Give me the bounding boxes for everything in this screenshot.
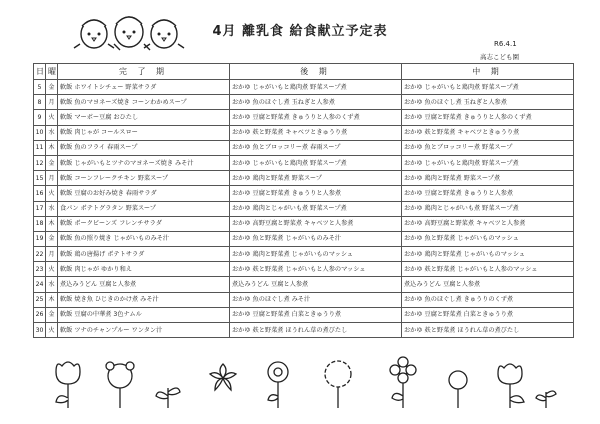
kanryo-menu-cell: 軟飯 肉じゃが ゆかり和え xyxy=(58,262,230,277)
table-row xyxy=(34,140,574,155)
day-cell: 18 xyxy=(34,216,46,231)
kanryo-menu-cell: 軟飯 コーンフレークチキン 野菜スープ xyxy=(58,171,230,186)
table-row xyxy=(34,95,574,110)
table-row xyxy=(34,247,574,262)
koki-menu-cell: おかゆ 鶏肉と野菜煮 野菜スープ xyxy=(230,171,402,186)
koki-menu-cell: おかゆ 魚と野菜煮 じゃがいものみそ汁 xyxy=(230,231,402,246)
table-row xyxy=(34,80,574,95)
table-row xyxy=(34,201,574,216)
kanryo-menu-cell: 軟飯 豆腐の中華煮 3色ナムル xyxy=(58,307,230,322)
menu-table-body xyxy=(34,80,574,338)
table-row xyxy=(34,277,574,292)
header-chuki: 中 期 xyxy=(402,64,574,80)
issue-date: R6.4.1 xyxy=(494,40,517,48)
table-row xyxy=(34,307,574,322)
kanryo-menu-cell: 軟飯 マーボー豆腐 おひたし xyxy=(58,110,230,125)
koki-menu-cell: おかゆ 魚のほぐし煮 玉ねぎと人参煮 xyxy=(230,95,402,110)
day-cell: 26 xyxy=(34,307,46,322)
chuki-menu-cell: おかゆ 鶏肉と野菜煮 じゃがいものマッシュ xyxy=(402,247,574,262)
chuki-menu-cell: おかゆ 高野豆腐と野菜煮 キャベツと人参煮 xyxy=(402,216,574,231)
weekday-cell: 火 xyxy=(46,186,58,201)
kanryo-menu-cell: 軟飯 鶏の唐揚げ ポテトサラダ xyxy=(58,247,230,262)
koki-menu-cell: おかゆ じゃがいもと鶏肉煮 野菜スープ煮 xyxy=(230,155,402,170)
chuki-menu-cell: 煮込みうどん 豆腐と人参煮 xyxy=(402,277,574,292)
kanryo-menu-cell: 軟飯 魚のフライ 春雨スープ xyxy=(58,140,230,155)
page-title: 4月 離乳食 給食献立予定表 xyxy=(212,24,388,39)
weekday-cell: 金 xyxy=(46,307,58,322)
table-row xyxy=(34,292,574,307)
koki-menu-cell: 煮込みうどん 豆腐と人参煮 xyxy=(230,277,402,292)
koki-menu-cell: おかゆ 鶏肉と野菜煮 じゃがいものマッシュ xyxy=(230,247,402,262)
day-cell: 9 xyxy=(34,110,46,125)
day-cell: 25 xyxy=(34,292,46,307)
header-weekday: 曜 xyxy=(46,64,58,80)
weekday-cell: 金 xyxy=(46,155,58,170)
weekday-cell: 木 xyxy=(46,140,58,155)
koki-menu-cell: おかゆ じゃがいもと鶏肉煮 野菜スープ煮 xyxy=(230,80,402,95)
kanryo-menu-cell: 軟飯 ポークビーンズ フレンチサラダ xyxy=(58,216,230,231)
header-kanryo: 完 了 期 xyxy=(58,64,230,80)
day-cell: 22 xyxy=(34,247,46,262)
kanryo-menu-cell: 煮込みうどん 豆腐と人参煮 xyxy=(58,277,230,292)
table-header-row xyxy=(34,64,574,80)
header-koki: 後 期 xyxy=(230,64,402,80)
weekday-cell: 月 xyxy=(46,95,58,110)
table-row xyxy=(34,262,574,277)
table-row xyxy=(34,216,574,231)
header-day: 日 xyxy=(34,64,46,80)
day-cell: 5 xyxy=(34,80,46,95)
school-name: 高志こども園 xyxy=(480,53,519,61)
koki-menu-cell: おかゆ 魚のほぐし煮 みそ汁 xyxy=(230,292,402,307)
chuki-menu-cell: おかゆ 魚のほぐし煮 玉ねぎと人参煮 xyxy=(402,95,574,110)
kanryo-menu-cell: 軟飯 じゃがいもとツナのマヨネーズ焼き みそ汁 xyxy=(58,155,230,170)
chuki-menu-cell: おかゆ 魚と野菜煮 じゃがいものマッシュ xyxy=(402,231,574,246)
kanryo-menu-cell: 軟飯 ホワイトシチュー 野菜サラダ xyxy=(58,80,230,95)
weekday-cell: 金 xyxy=(46,231,58,246)
koki-menu-cell: おかゆ 豆腐と野菜煮 きゅうりと人参のくず煮 xyxy=(230,110,402,125)
chuki-menu-cell: おかゆ 豆腐と野菜煮 白菜ときゅうり煮 xyxy=(402,307,574,322)
weekday-cell: 水 xyxy=(46,125,58,140)
day-cell: 10 xyxy=(34,125,46,140)
koki-menu-cell: おかゆ 豆腐と野菜煮 白菜ときゅうり煮 xyxy=(230,307,402,322)
kanryo-menu-cell: 軟飯 魚のマヨネーズ焼き コーンわかめスープ xyxy=(58,95,230,110)
weekday-cell: 火 xyxy=(46,110,58,125)
kanryo-menu-cell: 食パン ポテトグラタン 野菜スープ xyxy=(58,201,230,216)
weekday-cell: 月 xyxy=(46,171,58,186)
chuki-menu-cell: おかゆ 麸と野菜煮 ほうれん草の煮びたし xyxy=(402,323,574,338)
chuki-menu-cell: おかゆ 鶏肉とじゃがいも煮 野菜スープ煮 xyxy=(402,201,574,216)
day-cell: 8 xyxy=(34,95,46,110)
chuki-menu-cell: おかゆ 魚のほぐし煮 きゅうりのくず煮 xyxy=(402,292,574,307)
kanryo-menu-cell: 軟飯 魚の照り焼き じゃがいものみそ汁 xyxy=(58,231,230,246)
weekday-cell: 木 xyxy=(46,292,58,307)
table-row xyxy=(34,171,574,186)
koki-menu-cell: おかゆ 麸と野菜煮 じゃがいもと人参のマッシュ xyxy=(230,262,402,277)
table-row xyxy=(34,323,574,338)
day-cell: 17 xyxy=(34,201,46,216)
koki-menu-cell: おかゆ 鶏肉とじゃがいも煮 野菜スープ煮 xyxy=(230,201,402,216)
weekday-cell: 水 xyxy=(46,277,58,292)
table-row xyxy=(34,155,574,170)
kanryo-menu-cell: 軟飯 ツナのチャンプルー ワンタン汁 xyxy=(58,323,230,338)
kanryo-menu-cell: 軟飯 焼き魚 ひじきのかけ煮 みそ汁 xyxy=(58,292,230,307)
weekday-cell: 月 xyxy=(46,247,58,262)
day-cell: 24 xyxy=(34,277,46,292)
chuki-menu-cell: おかゆ 麸と野菜煮 キャベツときゅうり煮 xyxy=(402,125,574,140)
chuki-menu-cell: おかゆ 豆腐と野菜煮 きゅうりと人参のくず煮 xyxy=(402,110,574,125)
koki-menu-cell: おかゆ 麸と野菜煮 キャベツときゅうり煮 xyxy=(230,125,402,140)
day-cell: 19 xyxy=(34,231,46,246)
chuki-menu-cell: おかゆ じゃがいもと鶏肉煮 野菜スープ煮 xyxy=(402,155,574,170)
weekday-cell: 金 xyxy=(46,80,58,95)
chuki-menu-cell: おかゆ 豆腐と野菜煮 きゅうりと人参煮 xyxy=(402,186,574,201)
kanryo-menu-cell: 軟飯 豆腐のお好み焼き 春雨サラダ xyxy=(58,186,230,201)
table-row xyxy=(34,110,574,125)
day-cell: 11 xyxy=(34,140,46,155)
table-row xyxy=(34,125,574,140)
menu-table xyxy=(33,63,574,338)
weekday-cell: 木 xyxy=(46,216,58,231)
koki-menu-cell: おかゆ 豆腐と野菜煮 きゅうりと人参煮 xyxy=(230,186,402,201)
kanryo-menu-cell: 軟飯 肉じゃが コールスロー xyxy=(58,125,230,140)
koki-menu-cell: おかゆ 麸と野菜煮 ほうれん草の煮びたし xyxy=(230,323,402,338)
weekday-cell: 水 xyxy=(46,201,58,216)
day-cell: 15 xyxy=(34,171,46,186)
table-row xyxy=(34,186,574,201)
weekday-cell: 火 xyxy=(46,262,58,277)
day-cell: 16 xyxy=(34,186,46,201)
chuki-menu-cell: おかゆ 魚とブロッコリー煮 野菜スープ xyxy=(402,140,574,155)
chuki-menu-cell: おかゆ 鶏肉と野菜煮 野菜スープ煮 xyxy=(402,171,574,186)
day-cell: 23 xyxy=(34,262,46,277)
flowers-illustration xyxy=(38,352,558,412)
koki-menu-cell: おかゆ 魚とブロッコリー煮 春雨スープ xyxy=(230,140,402,155)
table-row xyxy=(34,231,574,246)
weekday-cell: 火 xyxy=(46,323,58,338)
chuki-menu-cell: おかゆ じゃがいもと鶏肉煮 野菜スープ煮 xyxy=(402,80,574,95)
day-cell: 12 xyxy=(34,155,46,170)
day-cell: 30 xyxy=(34,323,46,338)
chuki-menu-cell: おかゆ 麸と野菜煮 じゃがいもと人参のマッシュ xyxy=(402,262,574,277)
koki-menu-cell: おかゆ 高野豆腐と野菜煮 キャベツと人参煮 xyxy=(230,216,402,231)
